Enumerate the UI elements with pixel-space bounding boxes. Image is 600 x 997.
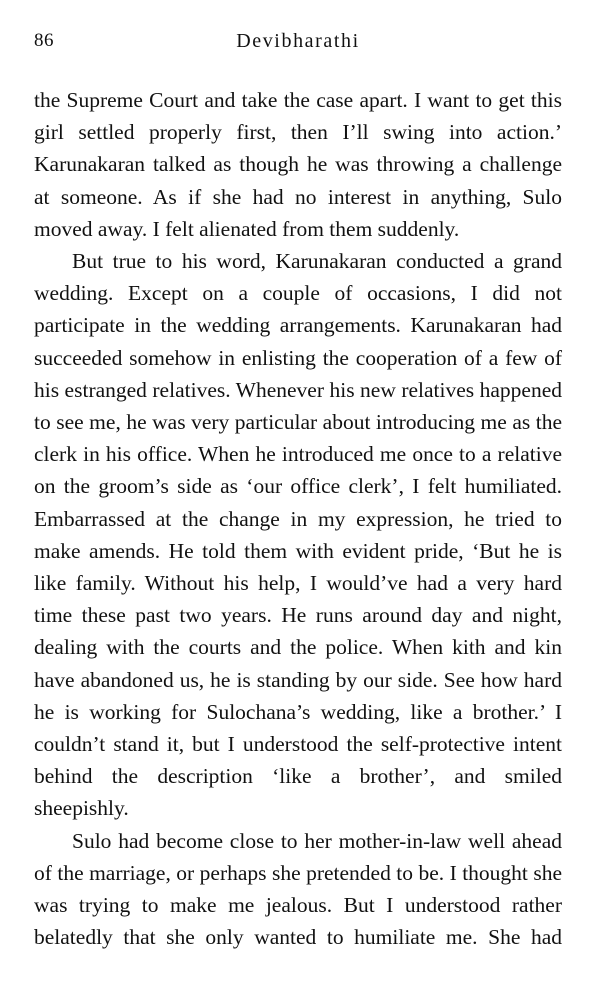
paragraph-mother-in-law: Sulo had become close to her mother-in-law well ahead of the marriage, or perhaps she pretended to be. I thought she was trying to make me jealous. But I understood rather belatedly that she only wanted to humiliate me. She had [34,828,562,950]
paragraph-continued: the Supreme Court and take the case apart. I want to get this girl settled properly first, then I’ll swing into action.’ Karunakaran talked as though he was throwing a challenge at someone. As if she had no interest in anything, Sulo moved away. I felt alienated from them suddenly. [34,88,562,241]
paragraph-wedding: But true to his word, Karunakaran conducted a grand wedding. Except on a couple of occasions, I did not participate in the wedding arrangements. Karunakaran had succeeded somehow in enlisting the cooperation of a few of his estranged relatives. Whenever his new relatives happened to see me, he was very particular about introducing me as the clerk in his office. When he introduced me once to a relative on the groom’s side as ‘our office clerk’, I felt humiliated. Embarrassed at the change in my expression, he tried to make amends. He told them with evident pride, ‘But he is like family. Without his help, I would’ve had a very hard time these past two years. He runs around day and night, dealing with the courts and the police. When kith and kin have abandoned us, he is standing by our side. See how hard he is working for Sulochana’s wedding, like a brother.’ I couldn’t stand it, but I understood the self-protective intent behind the description ‘like a brother’, and smiled sheepishly. [34,249,562,821]
running-head-author: Devibharathi [236,30,360,52]
page-number: 86 [34,30,54,51]
page-header [34,30,562,60]
body-text [34,84,562,953]
